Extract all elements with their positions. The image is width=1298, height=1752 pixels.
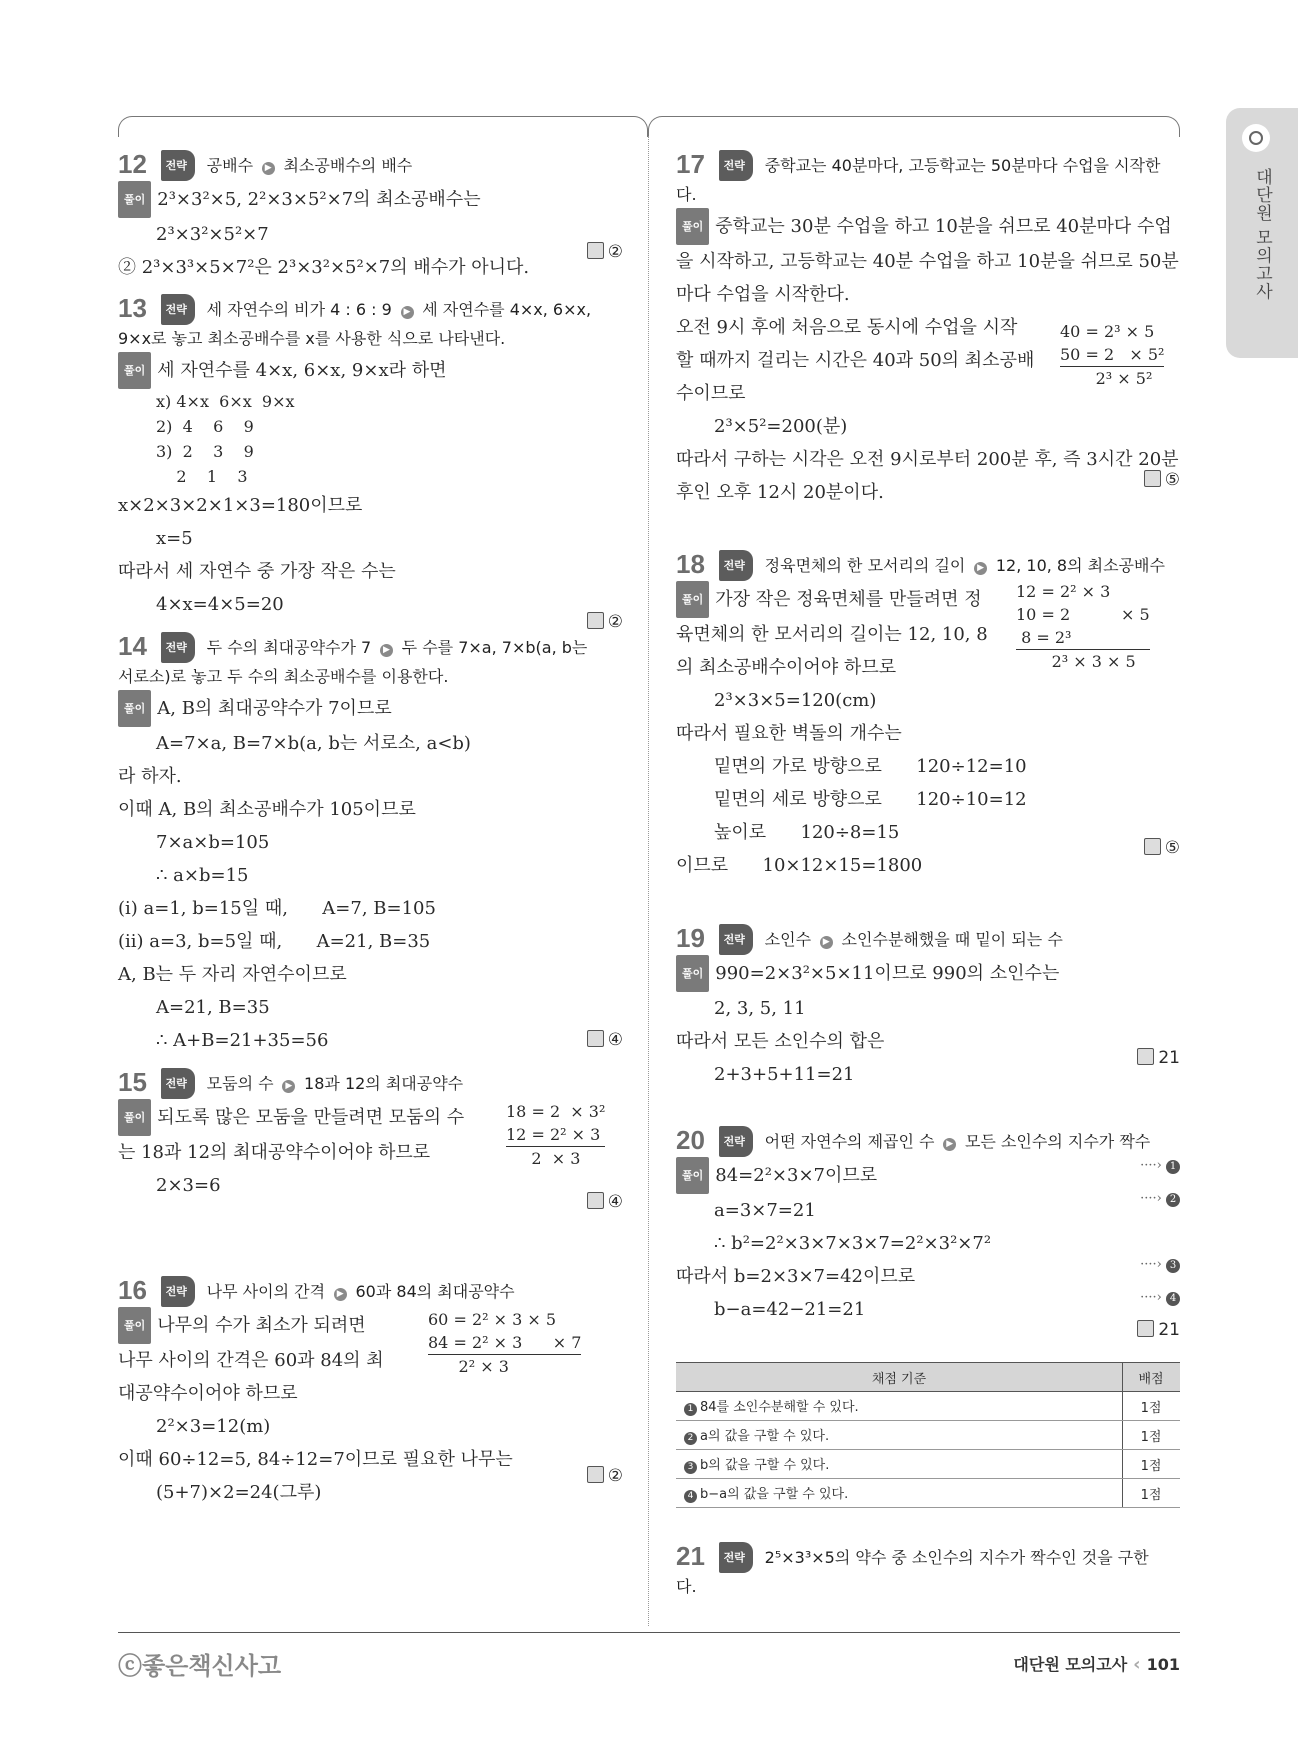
solution-badge: 풀이	[676, 1157, 709, 1194]
strategy-text: 서로소)로 놓고 두 수의 최소공배수를 이용한다.	[118, 667, 449, 686]
arrow-icon: ▶	[974, 562, 987, 575]
answer-icon	[587, 242, 604, 259]
solution-line: (5+7)×2=24(그루)	[156, 1482, 322, 1503]
solution-line: 따라서 필요한 벽돌의 개수는	[676, 723, 902, 744]
solution-line: A=7×a, B=7×b(a, b는 서로소, a<b)	[156, 733, 471, 754]
answer: ②	[587, 1466, 623, 1486]
solution-line: A=21, B=35	[156, 997, 270, 1018]
solution-line: 세 자연수를 4×x, 6×x, 9×x라 하면	[157, 360, 447, 381]
solution-line: 할 때까지 걸리는 시간은 40과 50의 최소공배	[676, 350, 1035, 371]
strategy-text: 중학교는 40분마다, 고등학교는 50분마다 수업을 시작한	[764, 156, 1161, 175]
strategy-badge: 전략	[161, 294, 195, 325]
answer: ④	[587, 1192, 623, 1212]
solution-badge: 풀이	[118, 1307, 151, 1344]
solution-line: 4×x=4×5=20	[156, 594, 284, 615]
strategy-badge: 전략	[161, 1276, 195, 1307]
solution-line: 는 18과 12의 최대공약수이어야 하므로	[118, 1142, 431, 1163]
division-row: 2 1 3	[156, 467, 248, 486]
problem-number: 12	[118, 149, 147, 179]
answer: ④	[587, 1030, 623, 1050]
solution-line: 2²×3=12(m)	[156, 1416, 271, 1437]
solution-line: 의 최소공배수이어야 하므로	[676, 657, 897, 678]
strategy-text: 12, 10, 8의 최소공배수	[995, 556, 1165, 575]
solution-line: 을 시작하고, 고등학교는 40분 수업을 하고 10분을 쉬므로 50분	[676, 251, 1179, 272]
answer-icon	[587, 612, 604, 629]
answer-icon	[1144, 838, 1161, 855]
solution-line: 2³×3²×5²×7	[156, 224, 269, 245]
strategy-text: 나무 사이의 간격	[206, 1282, 326, 1301]
strategy-text: 2⁵×3³×5의 약수 중 소인수의 지수가 짝수인 것을 구한	[764, 1548, 1149, 1567]
strategy-text: 정육면체의 한 모서리의 길이	[764, 556, 966, 575]
division-row: x) 4×x 6×x 9×x	[156, 392, 295, 411]
strategy-text: 두 수를 7×a, 7×b(a, b는	[401, 638, 588, 657]
answer-icon	[1144, 470, 1161, 487]
solution-badge: 풀이	[118, 181, 151, 218]
solution-line: 중학교는 30분 수업을 하고 10분을 쉬므로 40분마다 수업	[715, 216, 1172, 237]
problem-number: 14	[118, 631, 147, 661]
page-info	[1013, 1652, 1180, 1675]
strategy-text: 공배수	[206, 156, 254, 175]
scoring-header: 배점	[1123, 1363, 1181, 1392]
arrow-icon: ▶	[334, 1288, 347, 1301]
solution-line: 이때 60÷12=5, 84÷12=7이므로 필요한 나무는	[118, 1449, 513, 1470]
solution-line: 높이로 120÷8=15	[714, 822, 900, 843]
problem-15	[118, 1067, 623, 1212]
arrow-icon: ▶	[943, 1138, 956, 1151]
solution-line: 마다 수업을 시작한다.	[676, 284, 850, 305]
answer-icon	[587, 1192, 604, 1209]
solution-line: 라 하자.	[118, 766, 182, 787]
solution-line: 밑면의 세로 방향으로 120÷10=12	[714, 789, 1027, 810]
strategy-badge: 전략	[719, 1126, 753, 1157]
solution-line: 이므로 10×12×15=1800	[676, 855, 923, 876]
solution-line: 가장 작은 정육면체를 만들려면 정	[715, 589, 982, 610]
problem-19	[676, 924, 1180, 1091]
solution-line: ∴ A+B=21+35=56	[156, 1030, 329, 1051]
answer: 21	[1137, 1320, 1180, 1340]
solution-badge: 풀이	[676, 208, 709, 245]
strategy-text: 모든 소인수의 지수가 짝수	[964, 1132, 1151, 1151]
problem-number: 21	[676, 1541, 705, 1571]
solution-line: 따라서 모든 소인수의 합은	[676, 1031, 885, 1052]
table-row: 1 84를 소인수분해할 수 있다. 1점	[676, 1392, 1180, 1421]
answer-icon	[587, 1030, 604, 1047]
solution-line: 나무 사이의 간격은 60과 84의 최	[118, 1350, 384, 1371]
division-row: 3) 2 3 9	[156, 442, 254, 461]
strategy-text: 두 수의 최대공약수가 7	[206, 638, 372, 657]
solution-line: A, B의 최대공약수가 7이므로	[157, 698, 392, 719]
solution-badge: 풀이	[118, 352, 151, 389]
strategy-badge: 전략	[161, 632, 195, 663]
solution-line: 990=2×3²×5×11이므로 990의 소인수는	[715, 963, 1060, 984]
solution-line: 육면체의 한 모서리의 길이는 12, 10, 8	[676, 624, 988, 645]
step-marker: ····› 3	[1140, 1257, 1180, 1273]
solution-line: 따라서 구하는 시각은 오전 9시로부터 200분 후, 즉 3시간 20분	[676, 449, 1179, 470]
division-calc: 12 = 2² × 3 10 = 2 × 5 8 = 2³ 2³ × 3 × 5	[1016, 582, 1150, 671]
strategy-text: 소인수	[764, 930, 812, 949]
solution-line: 밑면의 가로 방향으로 120÷12=10	[714, 756, 1027, 777]
solution-line: 오전 9시 후에 처음으로 동시에 수업을 시작	[676, 317, 1018, 338]
strategy-text: 다.	[676, 185, 697, 204]
answer-icon	[587, 1466, 604, 1483]
problem-number: 19	[676, 923, 705, 953]
solution-line: ∴ a×b=15	[156, 865, 249, 886]
answer: ②	[587, 242, 623, 262]
problem-number: 20	[676, 1125, 705, 1155]
step-marker: ····› 2	[1140, 1191, 1180, 1207]
table-row: 3 b의 값을 구할 수 있다. 1점	[676, 1450, 1180, 1479]
solution-line: 대공약수이어야 하므로	[118, 1383, 298, 1404]
strategy-text: 18과 12의 최대공약수	[304, 1074, 464, 1093]
solution-line: b−a=42−21=21	[714, 1299, 866, 1320]
page-number: 101	[1146, 1655, 1180, 1674]
problem-21	[676, 1542, 1180, 1600]
solution-line: 2³×3×5=120(cm)	[714, 690, 877, 711]
problem-12	[118, 150, 623, 284]
division-row: 2) 4 6 9	[156, 417, 254, 436]
arrow-icon: ▶	[282, 1080, 295, 1093]
solution-line: 2, 3, 5, 11	[714, 998, 806, 1019]
problem-number: 17	[676, 149, 705, 179]
solution-line: a=3×7=21	[714, 1200, 816, 1221]
solution-line: 따라서 세 자연수 중 가장 작은 수는	[118, 561, 396, 582]
strategy-text: 다.	[676, 1577, 697, 1596]
arrow-icon: ▶	[401, 306, 414, 319]
problem-20	[676, 1125, 1180, 1503]
solution-line: 수이므로	[676, 383, 746, 404]
strategy-badge: 전략	[719, 1542, 753, 1573]
solution-line: ∴ b²=2²×3×7×3×7=2²×3²×7²	[714, 1233, 992, 1254]
side-tab[interactable]	[1226, 108, 1298, 358]
problem-17	[676, 150, 1180, 509]
step-marker: ····› 4	[1140, 1290, 1180, 1306]
solution-line: x×2×3×2×1×3=180이므로	[118, 495, 363, 516]
solution-line: 이때 A, B의 최소공배수가 105이므로	[118, 799, 416, 820]
solution-line: 나무의 수가 최소가 되려면	[157, 1315, 366, 1336]
strategy-badge: 전략	[719, 150, 753, 181]
strategy-text: 어떤 자연수의 제곱인 수	[764, 1132, 935, 1151]
solution-line: 2³×3²×5, 2²×3×5²×7의 최소공배수는	[157, 189, 481, 210]
table-row: 4 b−a의 값을 구할 수 있다. 1점	[676, 1479, 1180, 1508]
problem-16	[118, 1276, 623, 1509]
division-calc: 18 = 2 × 3² 12 = 2² × 3 2 × 3	[506, 1102, 606, 1168]
strategy-text: 세 자연수를 4×x, 6×x,	[422, 300, 592, 319]
right-column-frame	[648, 116, 1180, 137]
section-title: 대단원 모의고사	[1013, 1655, 1128, 1674]
solution-line: 2×3=6	[156, 1175, 221, 1196]
problem-14	[118, 632, 623, 1057]
arrow-icon: ▶	[262, 162, 275, 175]
solution-badge: 풀이	[118, 690, 151, 727]
table-row: 2 a의 값을 구할 수 있다. 1점	[676, 1421, 1180, 1450]
solution-line: A, B는 두 자리 자연수이므로	[118, 964, 347, 985]
left-column-frame	[118, 116, 648, 137]
problem-number: 13	[118, 293, 147, 323]
strategy-text: 9×x로 놓고 최소공배수를 x를 사용한 식으로 나타낸다.	[118, 329, 506, 348]
arrow-icon: ▶	[380, 644, 393, 657]
solution-badge: 풀이	[676, 581, 709, 618]
division-calc: 40 = 2³ × 5 50 = 2 × 5² 2³ × 5²	[1060, 322, 1165, 388]
target-icon	[1242, 124, 1270, 152]
problem-number: 15	[118, 1067, 147, 1097]
scoring-header: 채점 기준	[676, 1363, 1123, 1392]
problem-number: 16	[118, 1275, 147, 1305]
column-divider	[648, 136, 649, 1626]
answer: ⑤	[1144, 838, 1180, 858]
strategy-badge: 전략	[719, 550, 753, 581]
solution-line: x=5	[156, 528, 193, 549]
solution-line: 따라서 b=2×3×7=42이므로	[676, 1266, 916, 1287]
side-tab-label: 대단원 모의고사	[1252, 168, 1272, 301]
strategy-badge: 전략	[719, 924, 753, 955]
division-calc: 60 = 2² × 3 × 5 84 = 2² × 3 × 7 2² × 3	[428, 1310, 582, 1376]
step-marker: ····› 1	[1140, 1158, 1180, 1174]
solution-badge: 풀이	[118, 1099, 151, 1136]
solution-line: (ⅱ) a=3, b=5일 때, A=21, B=35	[118, 931, 431, 952]
strategy-text: 최소공배수의 배수	[283, 156, 413, 175]
answer: ②	[587, 612, 623, 632]
problem-number: 18	[676, 549, 705, 579]
solution-line: 2+3+5+11=21	[714, 1064, 855, 1085]
answer-icon	[1137, 1320, 1154, 1337]
strategy-text: 소인수분해했을 때 밑이 되는 수	[841, 930, 1063, 949]
strategy-badge: 전략	[161, 1068, 195, 1099]
strategy-text: 모둠의 수	[206, 1074, 274, 1093]
strategy-text: 세 자연수의 비가 4 : 6 : 9	[206, 300, 392, 319]
solution-line: 84=2²×3×7이므로	[715, 1165, 878, 1186]
answer-icon	[1137, 1048, 1154, 1065]
solution-line: 되도록 많은 모둠을 만들려면 모둠의 수	[157, 1107, 465, 1128]
strategy-text: 60과 84의 최대공약수	[355, 1282, 515, 1301]
arrow-icon: ▶	[820, 936, 833, 949]
solution-badge: 풀이	[676, 955, 709, 992]
solution-line: 7×a×b=105	[156, 832, 270, 853]
solution-line: (ⅰ) a=1, b=15일 때, A=7, B=105	[118, 898, 436, 919]
answer: ⑤	[1144, 470, 1180, 490]
solution-line: 후인 오후 12시 20분이다.	[676, 482, 884, 503]
solution-line: 2³×5²=200(분)	[714, 416, 848, 437]
solution-line: ② 2³×3³×5×7²은 2³×3²×5²×7의 배수가 아니다.	[118, 257, 530, 278]
problem-13	[118, 293, 623, 632]
scoring-table	[676, 1362, 1180, 1508]
publisher-logo: ⓒ좋은책신사고	[118, 1652, 282, 1680]
footer-divider	[118, 1632, 1180, 1633]
problem-18	[676, 550, 1180, 882]
strategy-badge: 전략	[161, 150, 195, 181]
answer: 21	[1137, 1048, 1180, 1068]
chevron-left-icon: ‹	[1133, 1654, 1141, 1675]
